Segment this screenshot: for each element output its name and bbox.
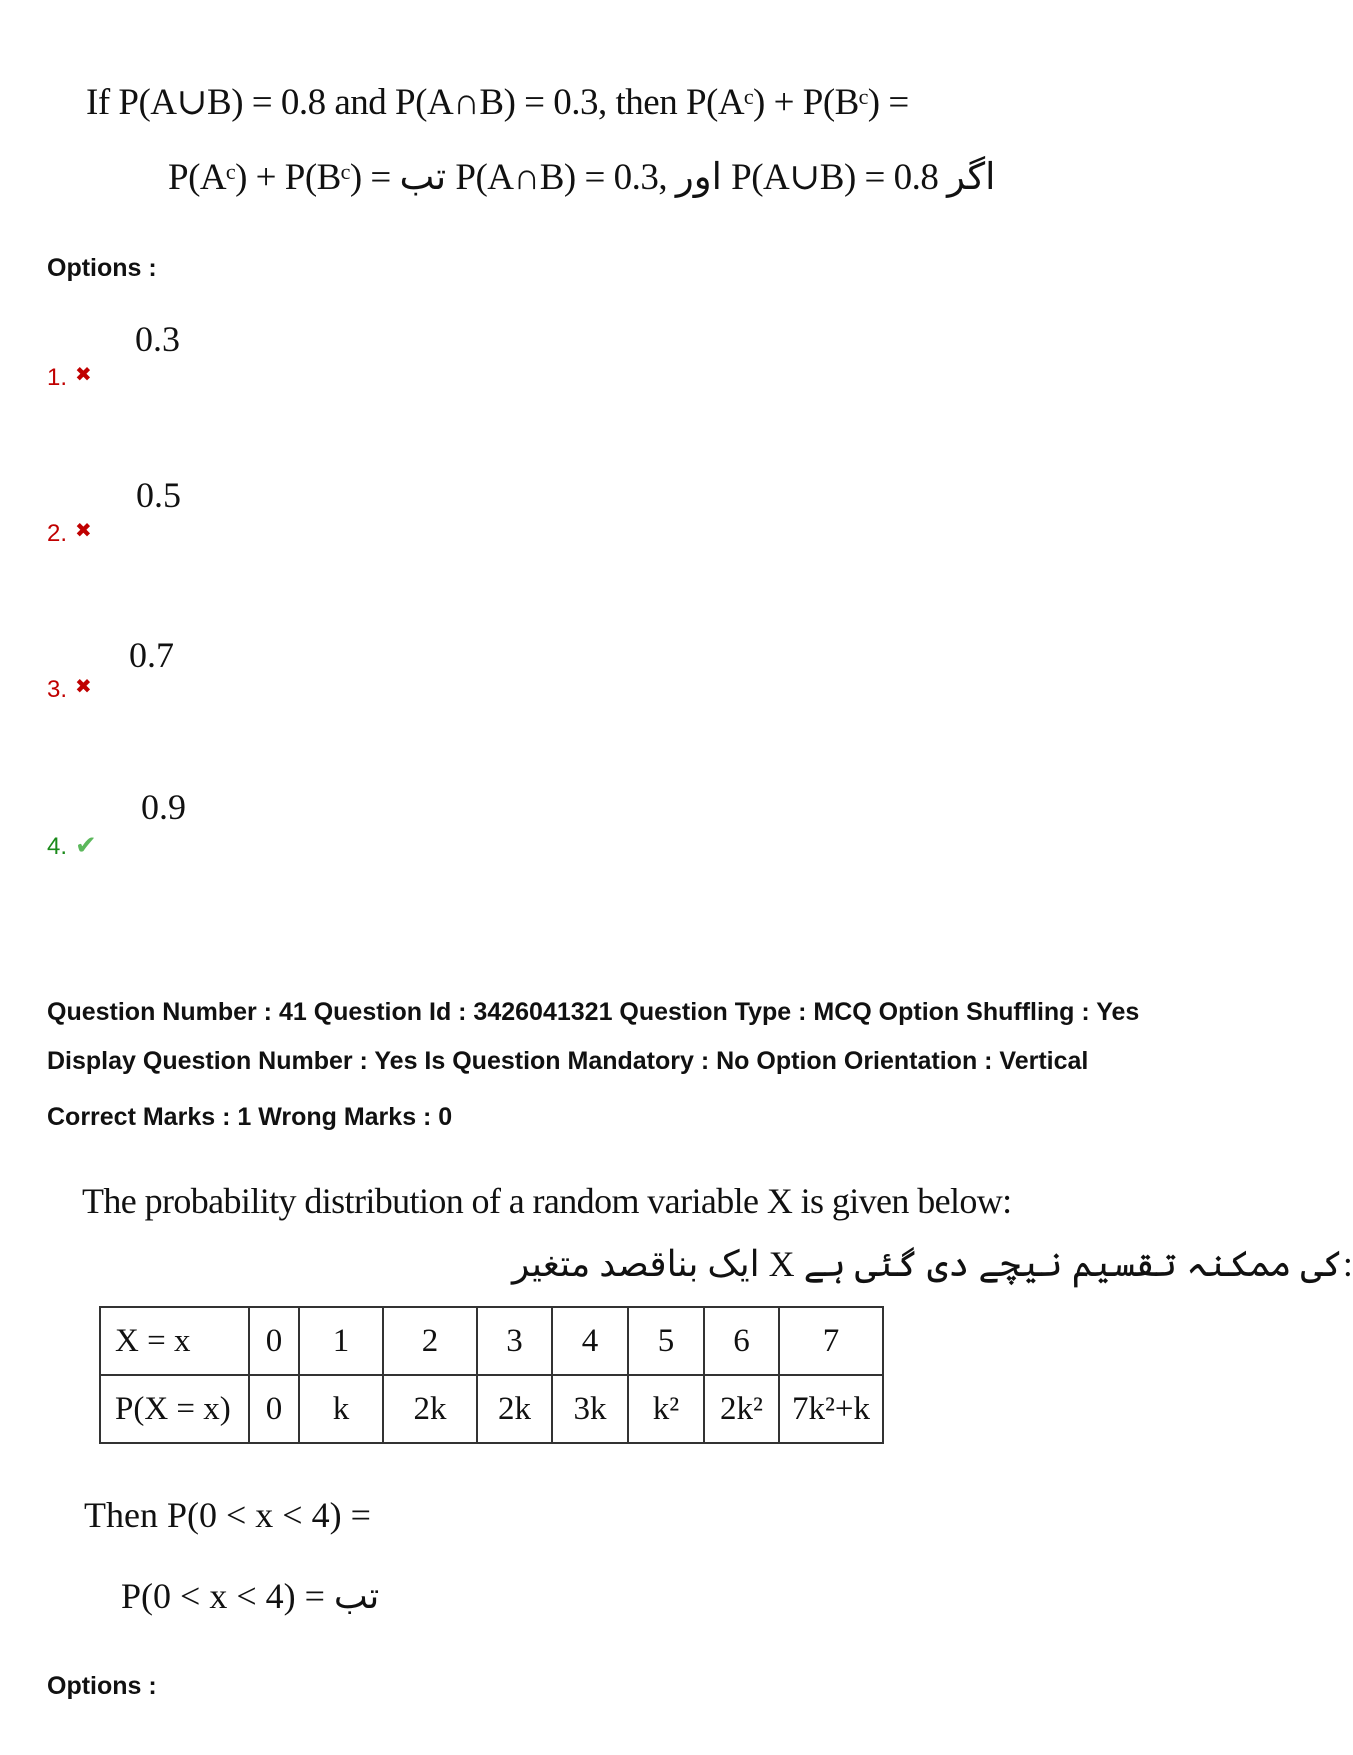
wrong-x-icon: ✖ [75,676,92,698]
options-label: Options : [47,254,157,282]
question-text-english: The probability distribution of a random variable X is given below: [82,1181,1012,1221]
question-meta-line-3: Correct Marks : 1 Wrong Marks : 0 [47,1103,453,1131]
table-cell: 7 [779,1307,883,1375]
option-1-number: 1. [47,364,68,391]
table-cell: 6 [704,1307,779,1375]
option-3-number: 3. [47,676,68,703]
probability-distribution-table [99,1306,884,1444]
table-cell: 2k [477,1375,552,1443]
table-cell-header: X = x [100,1307,249,1375]
wrong-x-icon: ✖ [75,364,92,386]
table-cell: 5 [628,1307,704,1375]
table-row-x [100,1307,883,1375]
option-2-number: 2. [47,520,68,547]
table-cell: 2 [383,1307,477,1375]
option-2 [47,518,92,548]
then-expression-english: Then P(0 < x < 4) = [84,1495,371,1535]
option-4-number: 4. [47,833,68,860]
table-cell-header: P(X = x) [100,1375,249,1443]
table-cell: 1 [299,1307,383,1375]
option-4-value: 0.9 [141,787,186,827]
option-1-value: 0.3 [135,319,180,359]
table-cell: 0 [249,1307,299,1375]
table-cell: 4 [552,1307,628,1375]
question-meta-line-2: Display Question Number : Yes Is Question Mandatory : No Option Orientation : Vertical [47,1047,1089,1075]
options-label: Options : [47,1672,157,1700]
table-cell: k² [628,1375,704,1443]
table-cell: 2k² [704,1375,779,1443]
then-expression-urdu: P(0 < x < 4) = تب [121,1576,380,1616]
option-3 [47,674,92,704]
question-text-urdu: ایک بناقصد متغیر X کی ممکنہ تقسیم نیچے دی گئی ہے: [512,1244,1353,1284]
wrong-x-icon: ✖ [75,520,92,542]
table-cell: k [299,1375,383,1443]
option-4 [47,830,97,861]
option-1 [47,362,92,392]
option-2-value: 0.5 [136,475,181,515]
question-text-english: If P(A∪B) = 0.8 and P(A∩B) = 0.3, then P(Aᶜ) + P(Bᶜ) = [86,82,909,123]
table-cell: 2k [383,1375,477,1443]
table-cell: 0 [249,1375,299,1443]
table-cell: 3 [477,1307,552,1375]
option-3-value: 0.7 [129,635,174,675]
correct-check-icon: ✔ [75,830,97,860]
table-cell: 7k²+k [779,1375,883,1443]
question-text-urdu: P(Aᶜ) + P(Bᶜ) = تب P(A∩B) = 0.3, اور P(A∪B) = 0.8 اگر [168,157,996,198]
table-row-probability [100,1375,883,1443]
table-cell: 3k [552,1375,628,1443]
question-meta-line-1: Question Number : 41 Question Id : 3426041321 Question Type : MCQ Option Shuffling : Yes [47,998,1140,1026]
